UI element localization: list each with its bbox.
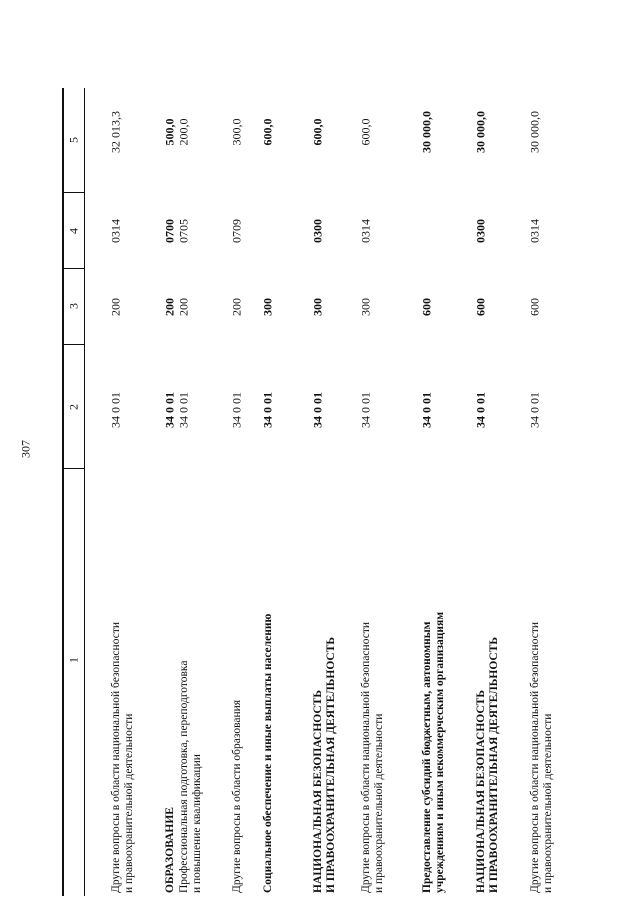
row-cell-c2: 34 0 01 [176, 392, 191, 428]
row-cell-c5: 600,0 [310, 118, 325, 146]
row-cell-c5: 30 000,0 [527, 111, 542, 153]
row-cell-c3: 300 [310, 298, 325, 316]
row-name-line-1: Другие вопросы в области национальной безопасности [110, 621, 122, 893]
row-cell-c3: 600 [527, 298, 542, 316]
row-cell-c2: 34 0 01 [527, 392, 542, 428]
row-cell-c5: 600,0 [260, 118, 275, 146]
header-col-1: 1 [66, 657, 81, 663]
row-name-line-2: И ПРАВООХРАНИТЕЛЬНАЯ ДЕЯТЕЛЬНОСТЬ [325, 637, 337, 893]
row-name-line-1: Другие вопросы в области национальной безопасности [360, 621, 372, 893]
row-name-line-2: и правоохранительной деятельности [542, 713, 554, 893]
header-col-5: 5 [66, 137, 81, 143]
row-cell-c4: 0705 [176, 219, 191, 243]
row-name-line-2: и правоохранительной деятельности [373, 713, 385, 893]
row-name-line-1: Социальное обеспечение и иные выплаты населению [262, 613, 274, 893]
table-header-bottom-rule [84, 88, 85, 896]
row-cell-c5: 30 000,0 [419, 111, 434, 153]
row-cell-c4: 0314 [358, 219, 373, 243]
row-cell-c5: 600,0 [358, 118, 373, 146]
row-cell-c5: 30 000,0 [473, 111, 488, 153]
header-separator-4 [62, 192, 84, 193]
row-name-line-1: Профессиональная подготовка, переподготовка [178, 660, 190, 893]
row-cell-c2: 34 0 01 [229, 392, 244, 428]
header-col-3: 3 [66, 303, 81, 309]
row-name-line-1: НАЦИОНАЛЬНАЯ БЕЗОПАСНОСТЬ [475, 690, 487, 893]
row-cell-c5: 500,0 [162, 118, 177, 146]
row-cell-c3: 300 [260, 298, 275, 316]
header-separator-3 [62, 268, 84, 269]
row-cell-c5: 32 013,3 [108, 111, 123, 153]
row-name-line-1: Другие вопросы в области национальной безопасности [529, 621, 541, 893]
header-col-4: 4 [66, 228, 81, 234]
row-cell-c4: 0314 [108, 219, 123, 243]
row-cell-c3: 200 [162, 298, 177, 316]
row-cell-c4: 0300 [310, 219, 325, 243]
row-cell-c5: 300,0 [229, 118, 244, 146]
row-cell-c2: 34 0 01 [473, 392, 488, 428]
row-name-line-2: и правоохранительной деятельности [123, 713, 135, 893]
header-separator-2 [62, 344, 84, 345]
row-cell-c5: 200,0 [176, 118, 191, 146]
row-name-line-1: ОБРАЗОВАНИЕ [164, 807, 176, 893]
row-cell-c3: 200 [176, 298, 191, 316]
row-cell-c3: 600 [419, 298, 434, 316]
row-name-line-2: учреждениям и иным некоммерческим организациям [434, 611, 446, 893]
row-cell-c2: 34 0 01 [310, 392, 325, 428]
row-name-line-1: Другие вопросы в области образования [231, 699, 243, 893]
row-cell-c4: 0314 [527, 219, 542, 243]
row-cell-c3: 200 [108, 298, 123, 316]
row-name-line-1: Предоставление субсидий бюджетным, автономным [421, 621, 433, 893]
row-cell-c2: 34 0 01 [260, 392, 275, 428]
row-cell-c4: 0709 [229, 219, 244, 243]
row-name-line-1: НАЦИОНАЛЬНАЯ БЕЗОПАСНОСТЬ [312, 690, 324, 893]
row-cell-c2: 34 0 01 [419, 392, 434, 428]
row-cell-c3: 200 [229, 298, 244, 316]
table-header-top-rule [62, 88, 64, 896]
row-cell-c2: 34 0 01 [162, 392, 177, 428]
header-separator-1 [62, 468, 84, 469]
row-cell-c2: 34 0 01 [108, 392, 123, 428]
header-col-2: 2 [66, 404, 81, 410]
row-name-line-2: и повышение квалификации [191, 754, 203, 893]
row-cell-c4: 0300 [473, 219, 488, 243]
page-number: 307 [18, 440, 33, 458]
row-name-line-2: И ПРАВООХРАНИТЕЛЬНАЯ ДЕЯТЕЛЬНОСТЬ [488, 637, 500, 893]
row-cell-c3: 300 [358, 298, 373, 316]
row-cell-c2: 34 0 01 [358, 392, 373, 428]
row-cell-c3: 600 [473, 298, 488, 316]
row-cell-c4: 0700 [162, 219, 177, 243]
